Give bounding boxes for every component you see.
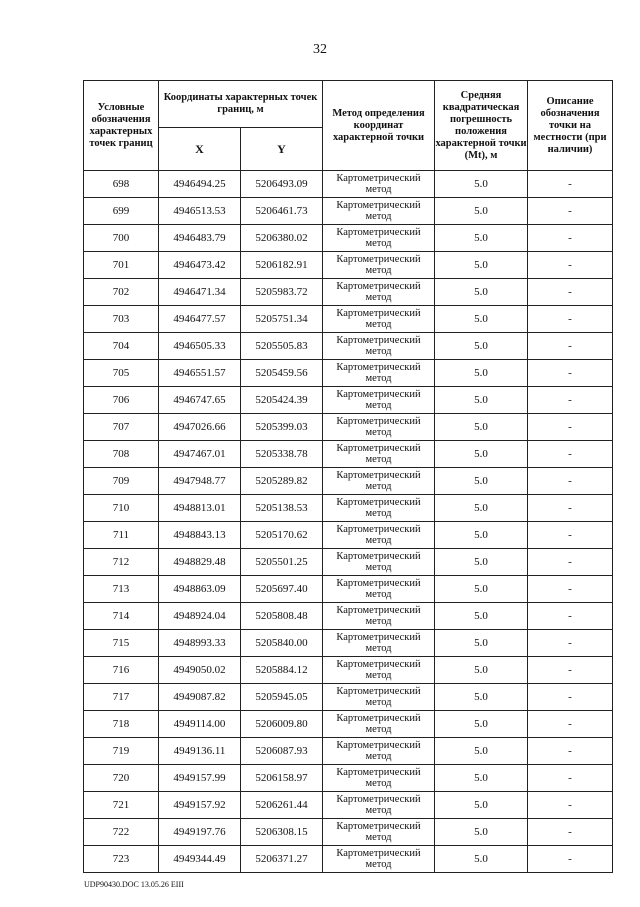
- cell-coord-y: 5205697.40: [241, 576, 323, 603]
- cell-description: -: [528, 441, 613, 468]
- cell-point: 702: [84, 279, 159, 306]
- cell-error: 5.0: [435, 846, 528, 873]
- cell-point: 708: [84, 441, 159, 468]
- cell-method: Картометрический метод: [323, 765, 435, 792]
- cell-error: 5.0: [435, 684, 528, 711]
- cell-error: 5.0: [435, 576, 528, 603]
- cell-error: 5.0: [435, 252, 528, 279]
- cell-coord-x: 4946551.57: [159, 360, 241, 387]
- cell-coord-y: 5206461.73: [241, 198, 323, 225]
- cell-error: 5.0: [435, 657, 528, 684]
- cell-method: Картометрический метод: [323, 171, 435, 198]
- cell-coord-y: 5205170.62: [241, 522, 323, 549]
- cell-error: 5.0: [435, 495, 528, 522]
- cell-error: 5.0: [435, 792, 528, 819]
- cell-error: 5.0: [435, 198, 528, 225]
- cell-coord-x: 4949344.49: [159, 846, 241, 873]
- cell-error: 5.0: [435, 441, 528, 468]
- cell-coord-x: 4947026.66: [159, 414, 241, 441]
- cell-coord-y: 5205289.82: [241, 468, 323, 495]
- cell-coord-x: 4947948.77: [159, 468, 241, 495]
- cell-error: 5.0: [435, 711, 528, 738]
- cell-description: -: [528, 495, 613, 522]
- cell-coord-y: 5205751.34: [241, 306, 323, 333]
- cell-coord-x: 4948924.04: [159, 603, 241, 630]
- cell-method: Картометрический метод: [323, 846, 435, 873]
- table-row: [84, 738, 613, 765]
- cell-description: -: [528, 252, 613, 279]
- cell-point: 716: [84, 657, 159, 684]
- cell-point: 706: [84, 387, 159, 414]
- cell-error: 5.0: [435, 819, 528, 846]
- cell-method: Картометрический метод: [323, 468, 435, 495]
- cell-point: 698: [84, 171, 159, 198]
- cell-description: -: [528, 819, 613, 846]
- table-row: [84, 441, 613, 468]
- cell-method: Картометрический метод: [323, 792, 435, 819]
- cell-method: Картометрический метод: [323, 441, 435, 468]
- table-row: [84, 279, 613, 306]
- cell-method: Картометрический метод: [323, 630, 435, 657]
- cell-point: 704: [84, 333, 159, 360]
- table-row: [84, 495, 613, 522]
- cell-coord-y: 5205840.00: [241, 630, 323, 657]
- cell-point: 707: [84, 414, 159, 441]
- cell-description: -: [528, 792, 613, 819]
- cell-coord-x: 4946483.79: [159, 225, 241, 252]
- cell-coord-y: 5205505.83: [241, 333, 323, 360]
- cell-point: 715: [84, 630, 159, 657]
- cell-error: 5.0: [435, 738, 528, 765]
- cell-point: 719: [84, 738, 159, 765]
- cell-coord-x: 4946477.57: [159, 306, 241, 333]
- cell-point: 703: [84, 306, 159, 333]
- cell-coord-y: 5206380.02: [241, 225, 323, 252]
- cell-point: 701: [84, 252, 159, 279]
- cell-description: -: [528, 387, 613, 414]
- table-row: [84, 225, 613, 252]
- cell-method: Картометрический метод: [323, 333, 435, 360]
- cell-coord-y: 5205459.56: [241, 360, 323, 387]
- cell-error: 5.0: [435, 522, 528, 549]
- cell-point: 720: [84, 765, 159, 792]
- cell-description: -: [528, 279, 613, 306]
- cell-description: -: [528, 603, 613, 630]
- cell-coord-x: 4948829.48: [159, 549, 241, 576]
- cell-method: Картометрический метод: [323, 522, 435, 549]
- cell-method: Картометрический метод: [323, 603, 435, 630]
- cell-description: -: [528, 630, 613, 657]
- cell-error: 5.0: [435, 414, 528, 441]
- cell-coord-x: 4947467.01: [159, 441, 241, 468]
- cell-coord-x: 4949136.11: [159, 738, 241, 765]
- boundary-points-table: [83, 80, 613, 873]
- cell-coord-x: 4949050.02: [159, 657, 241, 684]
- table-row: [84, 711, 613, 738]
- cell-coord-y: 5206158.97: [241, 765, 323, 792]
- cell-error: 5.0: [435, 360, 528, 387]
- cell-coord-x: 4949197.76: [159, 819, 241, 846]
- cell-description: -: [528, 765, 613, 792]
- cell-description: -: [528, 414, 613, 441]
- cell-method: Картометрический метод: [323, 414, 435, 441]
- table-row: [84, 792, 613, 819]
- cell-method: Картометрический метод: [323, 657, 435, 684]
- cell-description: -: [528, 657, 613, 684]
- cell-method: Картометрический метод: [323, 684, 435, 711]
- cell-description: -: [528, 306, 613, 333]
- cell-coord-x: 4948843.13: [159, 522, 241, 549]
- cell-point: 717: [84, 684, 159, 711]
- cell-method: Картометрический метод: [323, 576, 435, 603]
- table-row: [84, 549, 613, 576]
- cell-point: 723: [84, 846, 159, 873]
- cell-description: -: [528, 738, 613, 765]
- cell-coord-y: 5206493.09: [241, 171, 323, 198]
- table-row: [84, 198, 613, 225]
- document-footer: UDP90430.DOC 13.05.26 EIII: [84, 880, 184, 889]
- cell-coord-y: 5206009.80: [241, 711, 323, 738]
- cell-coord-x: 4946747.65: [159, 387, 241, 414]
- cell-method: Картометрический метод: [323, 225, 435, 252]
- cell-method: Картометрический метод: [323, 252, 435, 279]
- cell-point: 712: [84, 549, 159, 576]
- cell-coord-x: 4948813.01: [159, 495, 241, 522]
- cell-description: -: [528, 846, 613, 873]
- cell-coord-x: 4949157.92: [159, 792, 241, 819]
- cell-description: -: [528, 522, 613, 549]
- cell-method: Картометрический метод: [323, 387, 435, 414]
- cell-coord-y: 5205983.72: [241, 279, 323, 306]
- table-row: [84, 306, 613, 333]
- cell-method: Картометрический метод: [323, 711, 435, 738]
- cell-point: 705: [84, 360, 159, 387]
- cell-method: Картометрический метод: [323, 360, 435, 387]
- cell-coord-x: 4949114.00: [159, 711, 241, 738]
- cell-point: 711: [84, 522, 159, 549]
- cell-coord-y: 5205399.03: [241, 414, 323, 441]
- cell-description: -: [528, 684, 613, 711]
- cell-error: 5.0: [435, 765, 528, 792]
- table-row: [84, 522, 613, 549]
- header-point: Условные обозначения характерных точек границ: [84, 81, 159, 171]
- table-row: [84, 171, 613, 198]
- page-number: 32: [313, 42, 327, 57]
- cell-point: 710: [84, 495, 159, 522]
- cell-method: Картометрический метод: [323, 495, 435, 522]
- cell-coord-y: 5206371.27: [241, 846, 323, 873]
- cell-point: 722: [84, 819, 159, 846]
- cell-coord-y: 5205138.53: [241, 495, 323, 522]
- cell-coord-y: 5206308.15: [241, 819, 323, 846]
- cell-coord-y: 5205884.12: [241, 657, 323, 684]
- cell-error: 5.0: [435, 171, 528, 198]
- header-coordinates: Координаты характерных точек границ, м: [159, 81, 323, 128]
- cell-coord-x: 4949157.99: [159, 765, 241, 792]
- cell-description: -: [528, 333, 613, 360]
- cell-description: -: [528, 360, 613, 387]
- cell-method: Картометрический метод: [323, 306, 435, 333]
- cell-coord-y: 5205945.05: [241, 684, 323, 711]
- table-row: [84, 576, 613, 603]
- cell-error: 5.0: [435, 225, 528, 252]
- cell-coord-y: 5205808.48: [241, 603, 323, 630]
- cell-coord-x: 4948863.09: [159, 576, 241, 603]
- cell-point: 709: [84, 468, 159, 495]
- cell-description: -: [528, 468, 613, 495]
- table-row: [84, 603, 613, 630]
- table-row: [84, 819, 613, 846]
- cell-error: 5.0: [435, 333, 528, 360]
- cell-description: -: [528, 171, 613, 198]
- cell-point: 699: [84, 198, 159, 225]
- cell-method: Картометрический метод: [323, 198, 435, 225]
- header-method: Метод определения координат характерной точки: [323, 81, 435, 171]
- table-row: [84, 468, 613, 495]
- cell-coord-x: 4946505.33: [159, 333, 241, 360]
- cell-coord-y: 5205501.25: [241, 549, 323, 576]
- cell-coord-y: 5206182.91: [241, 252, 323, 279]
- cell-coord-x: 4946513.53: [159, 198, 241, 225]
- cell-method: Картометрический метод: [323, 549, 435, 576]
- cell-coord-x: 4946471.34: [159, 279, 241, 306]
- header-y: Y: [241, 128, 323, 171]
- cell-coord-x: 4946494.25: [159, 171, 241, 198]
- cell-error: 5.0: [435, 306, 528, 333]
- cell-description: -: [528, 576, 613, 603]
- cell-method: Картометрический метод: [323, 738, 435, 765]
- table-row: [84, 387, 613, 414]
- cell-coord-x: 4949087.82: [159, 684, 241, 711]
- cell-point: 714: [84, 603, 159, 630]
- cell-error: 5.0: [435, 603, 528, 630]
- table-row: [84, 630, 613, 657]
- cell-error: 5.0: [435, 549, 528, 576]
- cell-description: -: [528, 549, 613, 576]
- cell-error: 5.0: [435, 387, 528, 414]
- table-row: [84, 360, 613, 387]
- table-row: [84, 252, 613, 279]
- cell-coord-y: 5205424.39: [241, 387, 323, 414]
- header-description: Описание обозначения точки на местности (при наличии): [528, 81, 613, 171]
- cell-method: Картометрический метод: [323, 279, 435, 306]
- cell-coord-x: 4948993.33: [159, 630, 241, 657]
- cell-error: 5.0: [435, 279, 528, 306]
- cell-method: Картометрический метод: [323, 819, 435, 846]
- cell-error: 5.0: [435, 630, 528, 657]
- cell-point: 713: [84, 576, 159, 603]
- cell-point: 718: [84, 711, 159, 738]
- table-row: [84, 414, 613, 441]
- header-error: Средняя квадратическая погрешность положения характерной точки (Mt), м: [435, 81, 528, 171]
- cell-error: 5.0: [435, 468, 528, 495]
- cell-point: 700: [84, 225, 159, 252]
- cell-coord-y: 5205338.78: [241, 441, 323, 468]
- cell-description: -: [528, 198, 613, 225]
- table-row: [84, 765, 613, 792]
- cell-coord-y: 5206087.93: [241, 738, 323, 765]
- cell-coord-x: 4946473.42: [159, 252, 241, 279]
- cell-description: -: [528, 711, 613, 738]
- header-x: X: [159, 128, 241, 171]
- cell-point: 721: [84, 792, 159, 819]
- table-row: [84, 657, 613, 684]
- table-row: [84, 684, 613, 711]
- table-row: [84, 846, 613, 873]
- cell-description: -: [528, 225, 613, 252]
- table-body: [84, 171, 613, 873]
- table-row: [84, 333, 613, 360]
- cell-coord-y: 5206261.44: [241, 792, 323, 819]
